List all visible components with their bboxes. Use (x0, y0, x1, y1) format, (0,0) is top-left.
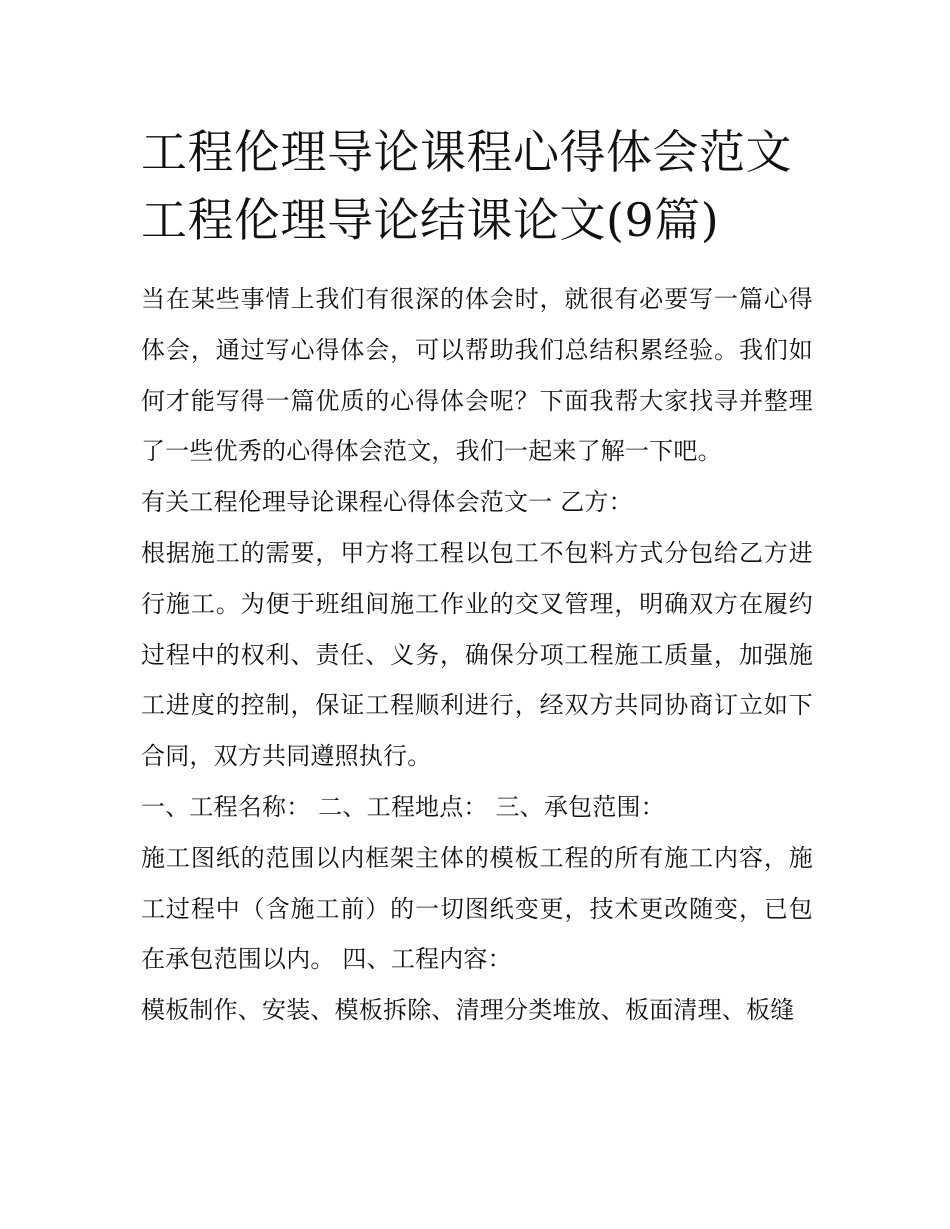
document-title: 工程伦理导论课程心得体会范文 工程伦理导论结课论文(9篇) (141, 125, 792, 247)
work-content-paragraph: 模板制作、安装、模板拆除、清理分类堆放、板面清理、板缝 (141, 996, 795, 1025)
document-body (141, 118, 813, 1035)
section-heading-paragraph: 有关工程伦理导论课程心得体会范文一 乙方： (141, 488, 633, 517)
contract-purpose-paragraph: 根据施工的需要，甲方将工程以包工不包料方式分包给乙方进行施工。为便于班组间施工作业的交叉管理，明确双方在履约过程中的权利、责任、义务，确保分项工程施工质量，加强施工进度的控制，保证工程顺利进行，经双方共同协商订立如下合同，双方共同遵照执行。 (141, 538, 813, 771)
scope-paragraph: 施工图纸的范围以内框架主体的模板工程的所有施工内容，施工过程中（含施工前）的一切图纸变更，技术更改随变，已包在承包范围以内。 四、工程内容： (141, 843, 813, 974)
project-info-headings: 一、工程名称： 二、工程地点： 三、承包范围： (141, 792, 665, 821)
intro-paragraph: 当在某些事情上我们有很深的体会时，就很有必要写一篇心得体会，通过写心得体会，可以帮助我们总结积累经验。我们如何才能写得一篇优质的心得体会呢？下面我帮大家找寻并整理了一些优秀的心得体会范文，我们一起来了解一下吧。 (141, 285, 813, 466)
